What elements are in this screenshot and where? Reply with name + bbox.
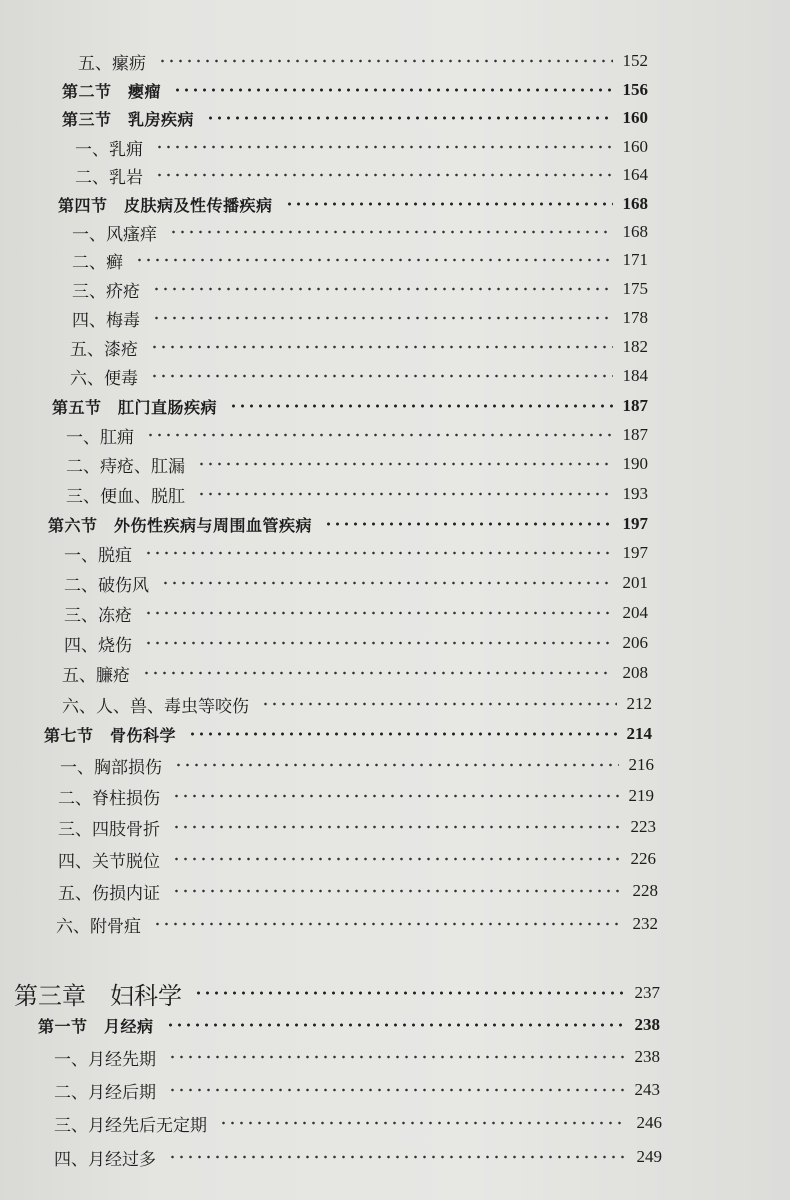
toc-chapter-entry [14,975,660,1011]
toc-entry-title: 六、便毒 [70,368,138,389]
toc-entry [58,845,656,873]
toc-entry-page: 238 [634,1015,660,1034]
dot-leader [197,492,613,496]
toc-entry [62,659,648,687]
toc-entry-title: 三、便血、脱肛 [66,486,185,507]
toc-entry-title: 二、破伤风 [64,575,149,596]
toc-entry-page: 232 [632,914,658,933]
dot-leader [172,857,621,861]
dot-leader [152,287,613,291]
dot-leader [285,202,613,206]
toc-entry-title: 第四节 皮肤病及性传播疾病 [58,195,273,215]
toc-entry-page: 175 [622,279,648,298]
toc-entry-page: 237 [634,983,660,1002]
toc-entry-page: 184 [622,366,648,385]
dot-leader [324,522,612,526]
toc-entry-page: 243 [634,1080,660,1099]
dot-leader [172,825,621,829]
toc-entry-page: 160 [622,108,648,127]
dot-leader [169,230,613,234]
toc-entry [54,1043,660,1071]
dot-leader [158,59,613,63]
toc-entry [72,275,648,303]
dot-leader [229,404,612,408]
toc-entry-page: 190 [622,454,648,473]
toc-entry-title: 第一节 月经病 [38,1016,154,1036]
toc-entry-title: 三、冻疮 [64,605,132,626]
toc-entry-title: 第三节 乳房疾病 [62,109,195,129]
toc-entry-title: 三、疥疮 [72,281,140,302]
toc-entry-page: 223 [630,817,656,836]
toc-entry-title: 六、人、兽、毒虫等咬伤 [62,696,249,717]
toc-entry-title: 第六节 外伤性疾病与周围血管疾病 [48,515,313,535]
toc-entry-page: 168 [622,194,648,213]
toc-entry [66,450,648,478]
toc-entry-title: 第二节 瘿瘤 [62,81,162,101]
toc-entry [60,751,654,779]
toc-entry-title: 一、风瘙痒 [72,224,157,245]
toc-section-entry [44,720,652,748]
dot-leader [150,374,613,378]
toc-section-entry [38,1011,660,1039]
toc-entry [66,480,648,508]
toc-entry-page: 168 [622,222,648,241]
toc-section-entry [58,190,648,218]
toc-entry-title: 五、臁疮 [62,665,130,686]
dot-leader [155,173,613,177]
dot-leader [144,551,613,555]
dot-leader [261,702,617,706]
toc-entry-page: 226 [630,849,656,868]
toc-entry-title: 四、关节脱位 [58,851,160,872]
toc-entry [58,877,658,905]
dot-leader [219,1121,627,1125]
toc-entry-title: 四、梅毒 [72,310,140,331]
dot-leader [173,88,612,92]
toc-entry-title: 五、漆疮 [70,339,138,360]
toc-entry-title: 二、乳岩 [75,167,143,188]
toc-entry [64,539,648,567]
dot-leader [168,1155,627,1159]
toc-entry-page: 204 [622,603,648,622]
toc-entry-title: 二、癣 [72,252,123,273]
toc-entry-title: 一、肛痈 [66,427,134,448]
dot-leader [168,1055,625,1059]
toc-entry [64,629,648,657]
toc-entry [58,813,656,841]
toc-entry-page: 201 [622,573,648,592]
toc-entry-page: 182 [622,337,648,356]
toc-entry-page: 238 [634,1047,660,1066]
toc-entry [54,1076,660,1104]
toc-entry-page: 160 [622,137,648,156]
toc-entry-title: 二、脊柱损伤 [58,788,160,809]
toc-section-entry [62,104,648,132]
dot-leader [174,763,619,767]
toc-entry-page: 216 [628,755,654,774]
dot-leader [188,732,616,736]
dot-leader [144,611,613,615]
toc-entry-title: 第五节 肛门直肠疾病 [52,397,218,417]
toc-entry [62,690,652,718]
toc-entry-page: 249 [636,1147,662,1166]
toc-entry-title: 第七节 骨伤科学 [44,725,177,745]
dot-leader [150,345,613,349]
toc-entry-title: 一、乳痈 [75,139,143,160]
toc-entry-title: 第三章 妇科学 [14,981,182,1010]
toc-entry-title: 五、伤损内证 [58,883,160,904]
toc-entry [75,133,648,161]
toc-entry [54,1109,662,1137]
toc-entry-page: 197 [622,514,648,533]
dot-leader [161,581,613,585]
toc-entry-title: 三、月经先后无定期 [54,1115,207,1136]
toc-entry-page: 208 [622,663,648,682]
toc-entry-title: 一、胸部损伤 [60,757,162,778]
dot-leader [155,145,613,149]
dot-leader [146,433,613,437]
dot-leader [206,116,612,120]
toc-section-entry [52,392,648,420]
toc-entry [75,161,648,189]
toc-entry-page: 178 [622,308,648,327]
dot-leader [152,316,613,320]
toc-entry-title: 五、瘰疬 [78,53,146,74]
toc-entry-title: 一、脱疽 [64,545,132,566]
toc-entry-title: 二、月经后期 [54,1082,156,1103]
dot-leader [194,991,625,995]
toc-entry-title: 一、月经先期 [54,1049,156,1070]
toc-entry [54,1143,662,1171]
toc-entry-page: 214 [626,724,652,743]
toc-entry-title: 四、烧伤 [64,635,132,656]
toc-entry-title: 三、四肢骨折 [58,819,160,840]
toc-entry [70,333,648,361]
toc-entry-page: 193 [622,484,648,503]
toc-entry-page: 171 [622,250,648,269]
toc-entry [58,782,654,810]
toc-entry-page: 206 [622,633,648,652]
toc-entry-page: 187 [622,396,648,415]
toc-entry [78,47,648,75]
toc-entry-page: 246 [636,1113,662,1132]
toc-entry-page: 212 [626,694,652,713]
toc-section-entry [62,76,648,104]
toc-entry-title: 二、痔疮、肛漏 [66,456,185,477]
toc-entry [70,362,648,390]
toc-entry-page: 164 [622,165,648,184]
toc-entry [72,218,648,246]
toc-section-entry [48,510,648,538]
toc-entry [64,599,648,627]
dot-leader [168,1088,625,1092]
dot-leader [153,922,623,926]
toc-entry-page: 219 [628,786,654,805]
dot-leader [144,641,613,645]
dot-leader [197,462,613,466]
toc-entry-page: 152 [622,51,648,70]
toc-entry-page: 187 [622,425,648,444]
toc-entry-page: 197 [622,543,648,562]
toc-entry-page: 228 [632,881,658,900]
dot-leader [172,889,623,893]
toc-entry-title: 六、附骨疽 [56,916,141,937]
dot-leader [135,258,613,262]
dot-leader [172,794,619,798]
toc-entry-page: 156 [622,80,648,99]
toc-entry [72,304,648,332]
toc-entry-title: 四、月经过多 [54,1149,156,1170]
dot-leader [166,1023,625,1027]
toc-entry [66,421,648,449]
toc-entry [64,569,648,597]
toc-entry [56,910,658,938]
dot-leader [142,671,613,675]
toc-entry [72,246,648,274]
